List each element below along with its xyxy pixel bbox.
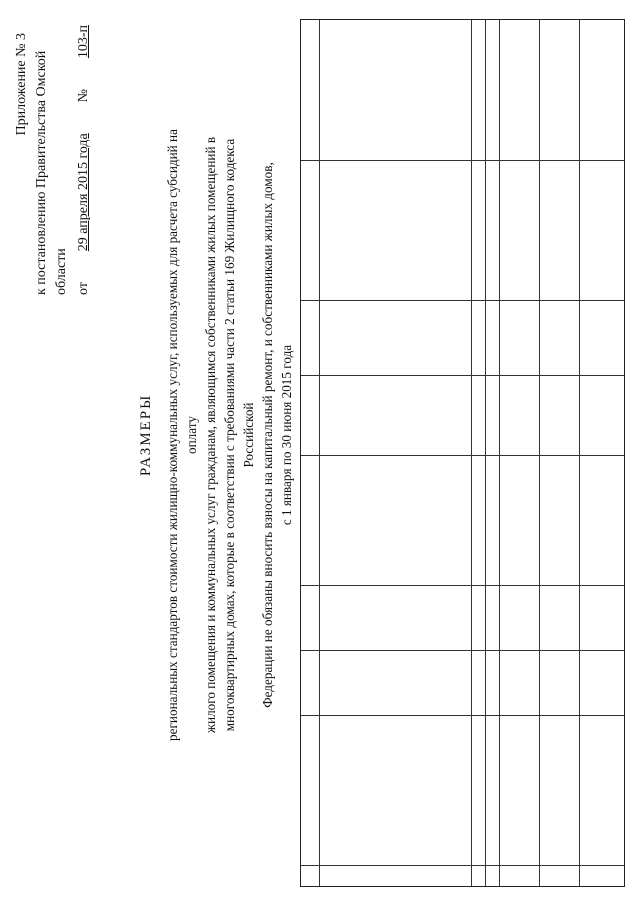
document-title: [138, 115, 296, 755]
table-row-divider: [319, 20, 320, 886]
table-row-divider: [499, 20, 500, 886]
table-col-divider: [301, 715, 624, 716]
appendix-block: [12, 25, 94, 295]
document-heading: РАЗМЕРЫ: [138, 393, 154, 477]
subheading-line-4: Федерации не обязаны вносить взносы на капитальный ремонт, и собственниками жилых домов,: [260, 162, 275, 708]
table-row-divider: [485, 20, 486, 886]
number-prefix: №: [76, 89, 91, 103]
decree-date: 29 апреля 2015 года: [76, 133, 91, 252]
table-col-divider: [301, 300, 624, 301]
appendix-decree: к постановлению Правительства Омской области: [34, 50, 69, 295]
decree-number: 103-п: [76, 25, 91, 59]
table-col-divider: [301, 375, 624, 376]
table-col-divider: [301, 585, 624, 586]
table-col-divider: [301, 455, 624, 456]
table-col-divider: [301, 160, 624, 161]
subheading-line-5: с 1 января по 30 июня 2015 года: [279, 344, 294, 526]
appendix-number: Приложение № 3: [14, 33, 29, 136]
subheading-line-2: жилого помещения и коммунальных услуг гражданам, являющимся собственниками жилых помещений в: [203, 136, 218, 734]
table-row-divider: [471, 20, 472, 886]
table-row-divider: [539, 20, 540, 886]
date-prefix: от: [76, 282, 91, 295]
subheading-line-3: многоквартирных домах, которые в соответствии с требованиями части 2 статьи 169 Жилищного кодекса Российской: [222, 138, 256, 732]
table-col-divider: [301, 865, 624, 866]
subheading-line-1: региональных стандартов стоимости жилищно-коммунальных услуг, используемых для расчета субсидий на оплату: [165, 129, 199, 741]
standards-table: [300, 19, 625, 887]
appendix-date-line: [74, 25, 94, 295]
table-col-divider: [301, 650, 624, 651]
table-row-divider: [579, 20, 580, 886]
